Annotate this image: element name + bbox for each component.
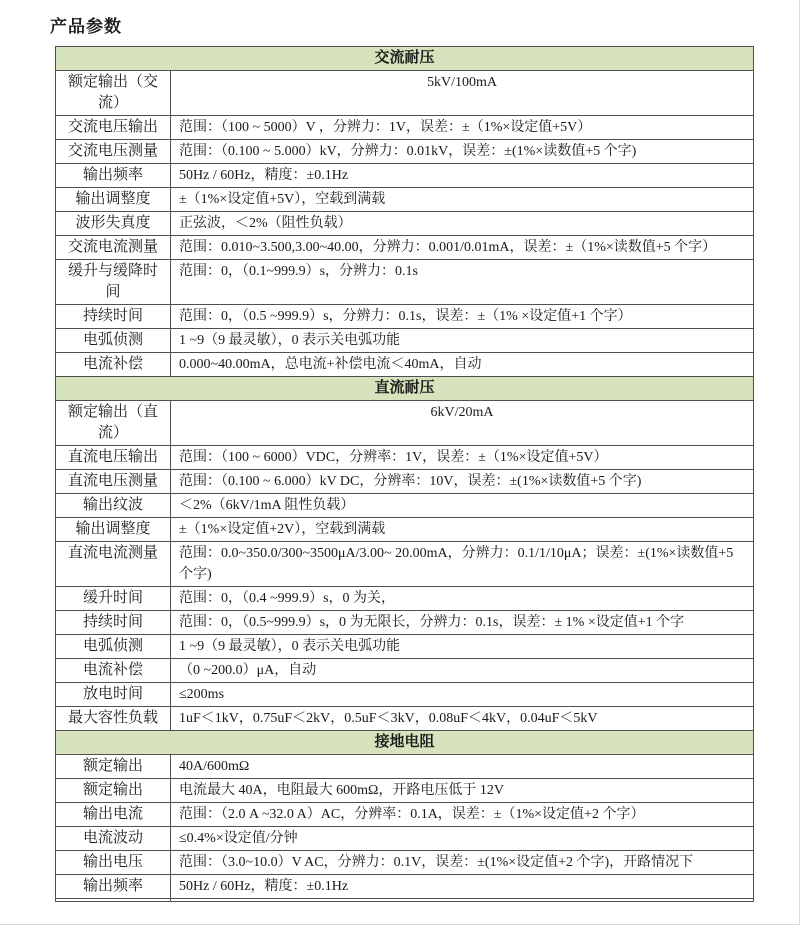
section-header: 接地电阻 — [56, 731, 754, 755]
table-row — [56, 827, 754, 851]
section-header: 直流耐压 — [56, 377, 754, 401]
param-value-cell: 40A/600mΩ — [171, 755, 754, 779]
param-value-cell — [171, 899, 754, 902]
param-value-cell: ±（1%×设定值+5V），空载到满载 — [171, 188, 754, 212]
param-value-cell: 范围：0.0~350.0/300~3500μA/3.00~ 20.00mA，分辨力：0.1/1/10μA；误差：±(1%×读数值+5 个字) — [171, 542, 754, 587]
param-label-cell: 电流波动 — [56, 827, 171, 851]
param-label-cell: 电流补偿 — [56, 659, 171, 683]
param-label-cell: 输出纹波 — [56, 494, 171, 518]
spec-table-body — [56, 47, 754, 902]
table-row — [56, 518, 754, 542]
param-label-cell: 电弧侦测 — [56, 329, 171, 353]
table-row — [56, 851, 754, 875]
param-label-cell: 额定输出 — [56, 779, 171, 803]
param-value-cell: 范围：（0.100 ~ 6.000）kV DC，分辨率：10V，误差：±(1%×读数值+5 个字) — [171, 470, 754, 494]
table-row — [56, 329, 754, 353]
param-label-cell: 额定输出（直流） — [56, 401, 171, 446]
section-header-row — [56, 47, 754, 71]
table-row — [56, 875, 754, 899]
param-value-cell: 50Hz / 60Hz，精度：±0.1Hz — [171, 164, 754, 188]
table-row — [56, 683, 754, 707]
table-row — [56, 542, 754, 587]
param-label-cell: 输出调整度 — [56, 518, 171, 542]
table-row — [56, 707, 754, 731]
section-header-row — [56, 731, 754, 755]
table-row — [56, 188, 754, 212]
param-value-cell: 电流最大 40A，电阻最大 600mΩ，开路电压低于 12V — [171, 779, 754, 803]
param-label-cell: 缓升与缓降时间 — [56, 260, 171, 305]
param-value-cell: 范围：0.010~3.500,3.00~40.00，分辨力：0.001/0.01mA，误差：±（1%×读数值+5 个字） — [171, 236, 754, 260]
table-row — [56, 635, 754, 659]
param-label-cell: 电弧侦测 — [56, 635, 171, 659]
param-value-cell: 范围：0，（0.5~999.9）s，0 为无限长，分辨力：0.1s，误差：± 1% ×设定值+1 个字 — [171, 611, 754, 635]
param-label-cell — [56, 899, 171, 902]
param-label-cell: 最大容性负载 — [56, 707, 171, 731]
param-value-cell: ≤0.4%×设定值/分钟 — [171, 827, 754, 851]
table-row — [56, 470, 754, 494]
product-spec-table — [55, 46, 754, 902]
param-value-cell: 范围：0，（0.5 ~999.9）s，分辨力：0.1s，误差：±（1% ×设定值+1 个字） — [171, 305, 754, 329]
table-row — [56, 803, 754, 827]
table-row — [56, 494, 754, 518]
table-row — [56, 779, 754, 803]
param-label-cell: 交流电压输出 — [56, 116, 171, 140]
param-value-cell: 范围：（100 ~ 5000）V ，分辨力：1V，误差：±（1%×设定值+5V） — [171, 116, 754, 140]
table-row — [56, 611, 754, 635]
param-value-cell: 范围：0，（0.4 ~999.9）s，0 为关， — [171, 587, 754, 611]
table-row — [56, 755, 754, 779]
table-row — [56, 899, 754, 902]
param-label-cell: 放电时间 — [56, 683, 171, 707]
param-value-cell: 范围：（2.0 A ~32.0 A）AC，分辨率：0.1A，误差：±（1%×设定值+2 个字） — [171, 803, 754, 827]
param-label-cell: 输出电流 — [56, 803, 171, 827]
param-value-cell: 范围：（100 ~ 6000）VDC，分辨率：1V，误差：±（1%×设定值+5V） — [171, 446, 754, 470]
param-label-cell: 直流电压输出 — [56, 446, 171, 470]
param-label-cell: 交流电压测量 — [56, 140, 171, 164]
param-value-cell: 50Hz / 60Hz，精度：±0.1Hz — [171, 875, 754, 899]
param-value-cell: 1 ~9（9 最灵敏），0 表示关电弧功能 — [171, 329, 754, 353]
param-label-cell: 输出调整度 — [56, 188, 171, 212]
param-label-cell: 电流补偿 — [56, 353, 171, 377]
table-row — [56, 116, 754, 140]
table-row — [56, 353, 754, 377]
param-value-cell: 范围：0，（0.1~999.9）s，分辨力：0.1s — [171, 260, 754, 305]
param-value-cell: 6kV/20mA — [171, 401, 754, 446]
param-value-cell: ＜2%（6kV/1mA 阻性负载） — [171, 494, 754, 518]
table-row — [56, 305, 754, 329]
param-label-cell: 额定输出（交流） — [56, 71, 171, 116]
param-label-cell: 交流电流测量 — [56, 236, 171, 260]
param-value-cell: 范围：（3.0~10.0）V AC，分辨力：0.1V，误差：±(1%×设定值+2 个字)，开路情况下 — [171, 851, 754, 875]
table-row — [56, 140, 754, 164]
param-label-cell: 波形失真度 — [56, 212, 171, 236]
param-value-cell: （0 ~200.0）μA，自动 — [171, 659, 754, 683]
param-value-cell: 0.000~40.00mA，总电流+补偿电流＜40mA，自动 — [171, 353, 754, 377]
param-value-cell: 正弦波，＜2%（阻性负载） — [171, 212, 754, 236]
param-value-cell: 范围：（0.100 ~ 5.000）kV，分辨力：0.01kV，误差：±(1%×读数值+5 个字) — [171, 140, 754, 164]
param-label-cell: 输出电压 — [56, 851, 171, 875]
param-value-cell: ±（1%×设定值+2V），空载到满载 — [171, 518, 754, 542]
table-row — [56, 71, 754, 116]
table-row — [56, 401, 754, 446]
param-label-cell: 直流电流测量 — [56, 542, 171, 587]
param-label-cell: 输出频率 — [56, 875, 171, 899]
table-row — [56, 164, 754, 188]
table-row — [56, 260, 754, 305]
param-value-cell: 1 ~9（9 最灵敏），0 表示关电弧功能 — [171, 635, 754, 659]
table-row — [56, 446, 754, 470]
param-value-cell: ≤200ms — [171, 683, 754, 707]
param-label-cell: 持续时间 — [56, 611, 171, 635]
param-label-cell: 直流电压测量 — [56, 470, 171, 494]
param-label-cell: 持续时间 — [56, 305, 171, 329]
table-row — [56, 236, 754, 260]
section-header-row — [56, 377, 754, 401]
page-title: 产品参数 — [50, 17, 122, 36]
param-label-cell: 缓升时间 — [56, 587, 171, 611]
table-row — [56, 587, 754, 611]
section-header: 交流耐压 — [56, 47, 754, 71]
table-row — [56, 659, 754, 683]
param-label-cell: 输出频率 — [56, 164, 171, 188]
param-value-cell: 1uF＜1kV，0.75uF＜2kV，0.5uF＜3kV，0.08uF＜4kV，0.04uF＜5kV — [171, 707, 754, 731]
param-label-cell: 额定输出 — [56, 755, 171, 779]
table-row — [56, 212, 754, 236]
param-value-cell: 5kV/100mA — [171, 71, 754, 116]
